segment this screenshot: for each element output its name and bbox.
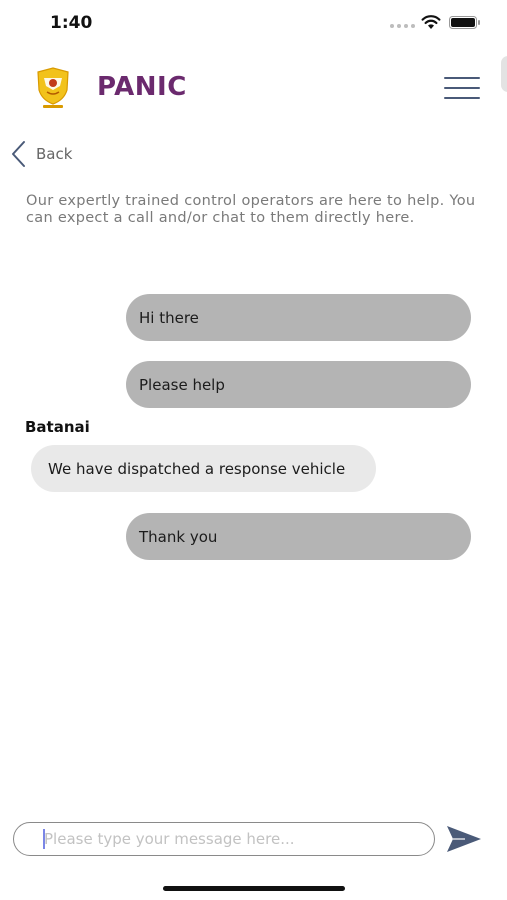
- message-text: We have dispatched a response vehicle: [48, 459, 346, 478]
- menu-icon: [444, 77, 480, 79]
- message-text: Hi there: [139, 308, 199, 327]
- back-button[interactable]: [10, 140, 72, 168]
- logo: [34, 66, 72, 110]
- wifi-icon: [421, 14, 441, 30]
- message-text: Please help: [139, 375, 225, 394]
- menu-button[interactable]: [444, 77, 480, 101]
- message-text: Thank you: [139, 527, 218, 546]
- message-bubble-incoming: [31, 445, 376, 492]
- send-icon[interactable]: [445, 824, 483, 854]
- edge-handle: [501, 56, 507, 92]
- back-label: Back: [36, 145, 73, 163]
- intro-text: Our expertly trained control operators are here to help. You can expect a call and/or chat to them directly here.: [26, 193, 476, 226]
- message-bubble-outgoing: [126, 361, 471, 408]
- message-bubble-outgoing: [126, 294, 471, 341]
- sender-name: Batanai: [25, 418, 90, 436]
- home-indicator: [163, 886, 345, 891]
- app-title: PANIC: [97, 72, 187, 102]
- cellular-signal-icon: [390, 24, 415, 28]
- status-time: 1:40: [50, 13, 93, 33]
- back-chevron-icon: [10, 140, 26, 168]
- text-caret: [43, 829, 45, 849]
- message-input[interactable]: [13, 822, 435, 856]
- message-bubble-outgoing: [126, 513, 471, 560]
- battery-icon: [449, 16, 481, 29]
